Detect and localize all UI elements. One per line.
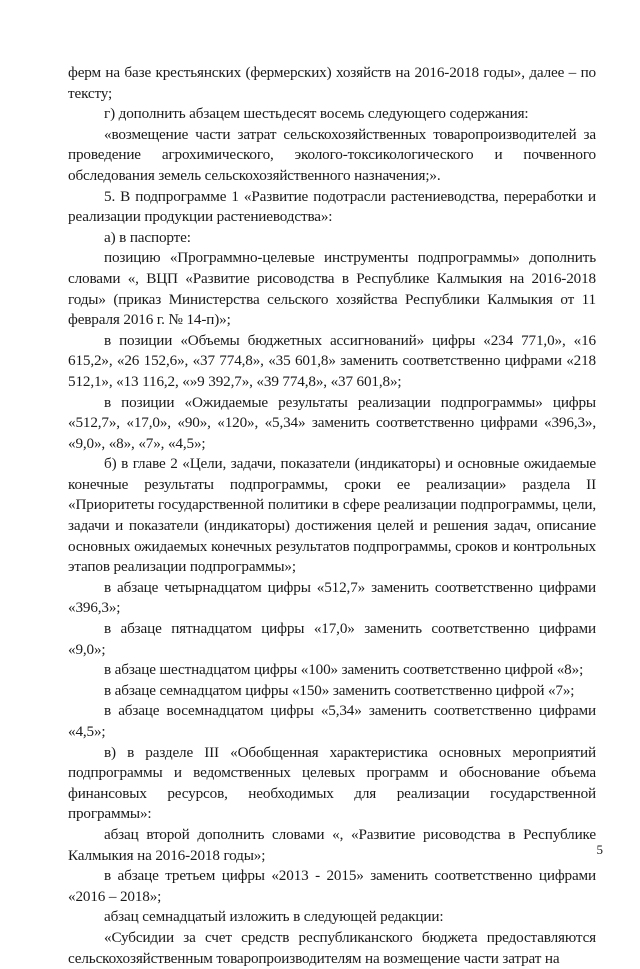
paragraph: в позиции «Объемы бюджетных ассигнований» цифры «234 771,0», «16 615,2», «26 152,6», «37 774,8», «35 601,8» заменить соответственно цифрами «218 512,1», «13 116,2, «»9 392,7», «39 774,8», «37 601,8»; — [68, 331, 596, 390]
paragraph: в абзаце третьем цифры «2013 - 2015» заменить соответственно цифрами «2016 – 2018»; — [68, 867, 596, 905]
paragraph: в позиции «Ожидаемые результаты реализации подпрограммы» цифры «512,7», «17,0», «90», «120», «5,34» заменить соответственно цифрами «396,3», «9,0», «8», «7», «4,5»; — [68, 393, 596, 452]
paragraph: а) в паспорте: — [104, 228, 191, 246]
page-number: 5 — [596, 842, 603, 857]
paragraph: б) в главе 2 «Цели, задачи, показатели (индикаторы) и основные ожидаемые конечные результаты подпрограммы, сроки ее реализации» раздела II «Приоритеты государственной политики в сфере реализации подпрограммы, цели, задачи и показатели (индикаторы) достижения целей и решения задач, описание основных ожидаемых конечных результатов подпрограммы, сроков и контрольных этапов реализации подпрограммы»; — [68, 455, 596, 576]
paragraph: г) дополнить абзацем шестьдесят восемь следующего содержания: — [104, 105, 529, 123]
paragraph: в абзаце восемнадцатом цифры «5,34» заменить соответственно цифрами «4,5»; — [68, 702, 596, 740]
paragraph: в) в разделе III «Обобщенная характеристика основных мероприятий подпрограммы и ведомственных целевых программ и обоснование объема финансовых ресурсов, необходимых для реализации государственной программы»: — [68, 743, 596, 823]
document-body — [68, 63, 596, 969]
paragraph: 5. В подпрограмме 1 «Развитие подотрасли растениеводства, переработки и реализации продукции растениеводства»: — [68, 187, 596, 226]
paragraph: ферм на базе крестьянских (фермерских) хозяйств на 2016-2018 годы», далее – по тексту; — [68, 64, 596, 102]
paragraph: в абзаце пятнадцатом цифры «17,0» заменить соответственно цифрами «9,0»; — [68, 620, 596, 658]
paragraph: абзац второй дополнить словами «, «Развитие рисоводства в Республике Калмыкия на 2016-2018 годы»; — [68, 825, 596, 864]
paragraph: абзац семнадцатый изложить в следующей редакции: — [104, 908, 444, 926]
paragraph: в абзаце четырнадцатом цифры «512,7» заменить соответственно цифрами «396,3»; — [68, 578, 596, 617]
paragraph: «Субсидии за счет средств республиканского бюджета предоставляются сельскохозяйственным товаропроизводителям на возмещение части затрат на — [68, 928, 596, 967]
paragraph: в абзаце шестнадцатом цифры «100» заменить соответственно цифрой «8»; — [104, 661, 584, 679]
paragraph: позицию «Программно-целевые инструменты подпрограммы» дополнить словами «, ВЦП «Развитие рисоводства в Республике Калмыкия на 2016-2018 годы» (приказ Министерства сельского хозяйства Республики Калмыкия от 11 февраля 2016 г. № 14-п)»; — [68, 249, 596, 329]
paragraph: «возмещение части затрат сельскохозяйственных товаропроизводителей за проведение агрохимического, эколого-токсикологического и почвенного обследования земель сельскохозяйственного назначения;». — [68, 125, 596, 184]
paragraph: в абзаце семнадцатом цифры «150» заменить соответственно цифрой «7»; — [104, 681, 575, 699]
